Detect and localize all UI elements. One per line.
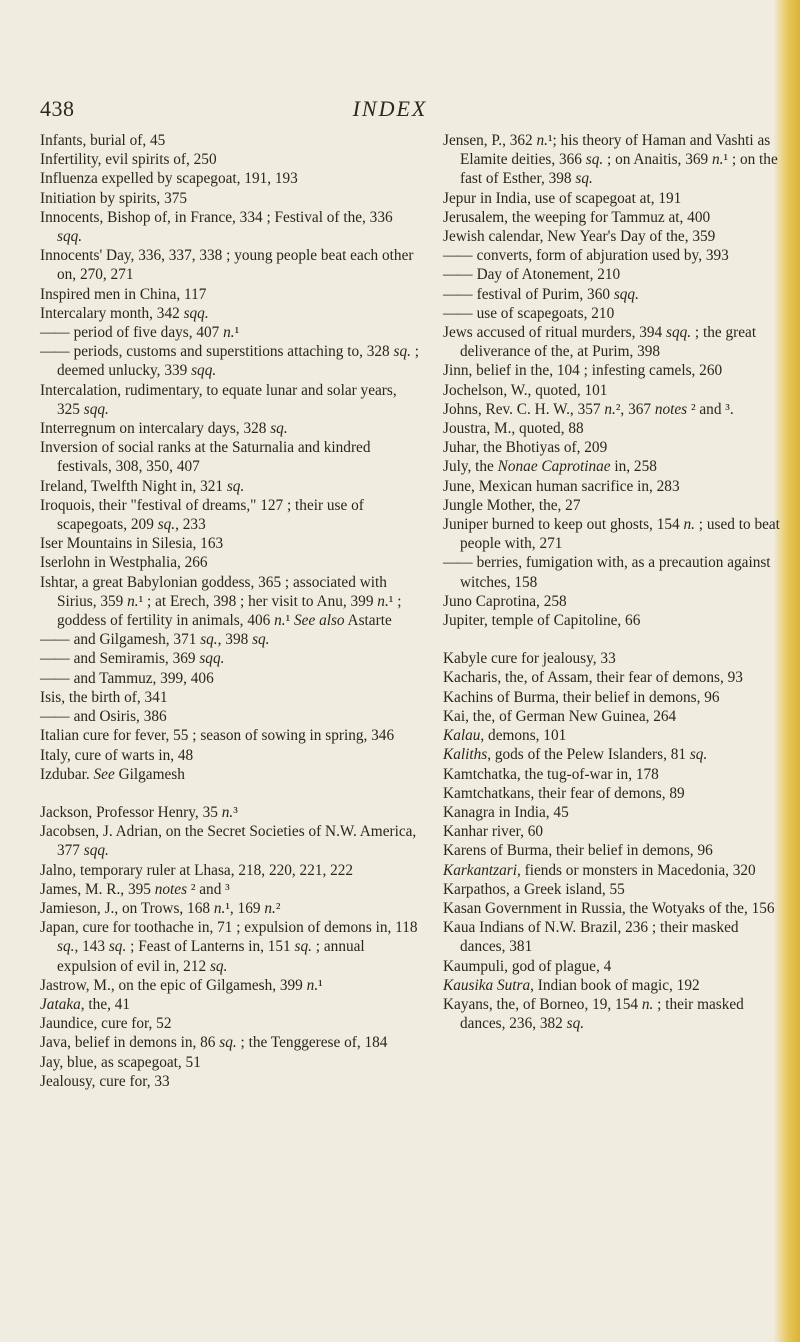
index-entry: Influenza expelled by scapegoat, 191, 193 bbox=[40, 170, 298, 188]
index-entry: Kachins of Burma, their belief in demons, 96 bbox=[443, 688, 720, 706]
index-entry: Kayans, the, of Borneo, 19, 154 n. ; their masked dances, 236, 382 sq. bbox=[443, 995, 744, 1033]
index-entry: Infants, burial of, 45 bbox=[40, 132, 166, 149]
index-entry: Juno Caprotina, 258 bbox=[443, 592, 567, 610]
index-subentry: —— and Osiris, 386 bbox=[40, 707, 420, 726]
index-entry: Kanhar river, 60 bbox=[443, 823, 544, 841]
index-entry: Inspired men in China, 117 bbox=[40, 285, 207, 303]
index-entry: Jinn, belief in the, 104 ; infesting camels, 260 bbox=[443, 362, 723, 380]
index-entry: Jerusalem, the weeping for Tammuz at, 400 bbox=[443, 208, 711, 226]
index-entry: Kausika Sutra, Indian book of magic, 192 bbox=[443, 976, 700, 994]
index-entry: Johns, Rev. C. H. W., 357 n.², 367 notes ² and ³. bbox=[443, 400, 734, 418]
index-entry: Iserlohn in Westphalia, 266 bbox=[40, 554, 208, 572]
letter-section-gap bbox=[443, 630, 783, 649]
index-entry: Kaumpuli, god of plague, 4 bbox=[443, 957, 612, 975]
index-entry: Jacobsen, J. Adrian, on the Secret Societies of N.W. America, 377 sqq. bbox=[40, 823, 417, 860]
index-entry: Interregnum on intercalary days, 328 sq. bbox=[40, 420, 288, 438]
index-entry: Inversion of social ranks at the Saturnalia and kindred festivals, 308, 350, 407 bbox=[40, 439, 371, 476]
index-subentry: —— period of five days, 407 n.¹ bbox=[40, 323, 420, 342]
index-entry: Karens of Burma, their belief in demons, 96 bbox=[443, 842, 713, 860]
index-entry: Izdubar. See Gilgamesh bbox=[40, 765, 185, 783]
index-entry: Kabyle cure for jealousy, 33 bbox=[443, 650, 616, 668]
index-entry: Kamtchatkans, their fear of demons, 89 bbox=[443, 784, 685, 802]
index-entry: Kacharis, the, of Assam, their fear of demons, 93 bbox=[443, 669, 743, 687]
index-entry: Jochelson, W., quoted, 101 bbox=[443, 381, 608, 399]
index-entry: Iroquois, their "festival of dreams," 127 ; their use of scapegoats, 209 sq., 233 bbox=[40, 496, 364, 534]
index-entry: Karpathos, a Greek island, 55 bbox=[443, 880, 625, 898]
index-column-right bbox=[443, 131, 783, 1033]
index-entry: Java, belief in demons in, 86 sq. ; the Tenggerese of, 184 bbox=[40, 1034, 388, 1052]
index-entry: Kanagra in India, 45 bbox=[443, 803, 569, 821]
index-entry: Juniper burned to keep out ghosts, 154 n. ; used to beat people with, 271 bbox=[443, 516, 780, 553]
index-subentry: —— Day of Atonement, 210 bbox=[443, 265, 783, 284]
index-entry: Jastrow, M., on the epic of Gilgamesh, 399 n.¹ bbox=[40, 976, 323, 994]
index-subentry: —— and Semiramis, 369 sqq. bbox=[40, 649, 420, 668]
index-entry: Initiation by spirits, 375 bbox=[40, 189, 188, 207]
index-subentry: —— periods, customs and superstitions attaching to, 328 sq. ; deemed unlucky, 339 sqq. bbox=[40, 342, 420, 380]
page-title: INDEX bbox=[352, 96, 428, 121]
index-entry: Jaundice, cure for, 52 bbox=[40, 1015, 172, 1033]
index-subentry: —— use of scapegoats, 210 bbox=[443, 304, 783, 323]
index-entry: Jamieson, J., on Trows, 168 n.¹, 169 n.² bbox=[40, 899, 281, 917]
index-entry: Jay, blue, as scapegoat, 51 bbox=[40, 1053, 201, 1071]
index-entry: June, Mexican human sacrifice in, 283 bbox=[443, 477, 680, 495]
index-entry: Intercalation, rudimentary, to equate lunar and solar years, 325 sqq. bbox=[40, 381, 397, 418]
index-entry: Iser Mountains in Silesia, 163 bbox=[40, 535, 224, 553]
index-entry: Kalau, demons, 101 bbox=[443, 727, 567, 745]
index-entry: Innocents, Bishop of, in France, 334 ; Festival of the, 336 sqq. bbox=[40, 208, 393, 246]
index-entry: Jews accused of ritual murders, 394 sqq. ; the great deliverance of the, at Purim, 398 bbox=[443, 324, 757, 361]
index-entry: Innocents' Day, 336, 337, 338 ; young people beat each other on, 270, 271 bbox=[40, 247, 414, 284]
letter-section-gap bbox=[40, 784, 420, 803]
index-entry: Intercalary month, 342 sqq. bbox=[40, 304, 209, 322]
index-subentry: —— berries, fumigation with, as a precaution against witches, 158 bbox=[443, 553, 783, 591]
index-entry: Jupiter, temple of Capitoline, 66 bbox=[443, 612, 641, 630]
index-subentry: —— and Gilgamesh, 371 sq., 398 sq. bbox=[40, 630, 420, 649]
index-entry: Jungle Mother, the, 27 bbox=[443, 496, 581, 514]
page-number: 438 bbox=[40, 96, 75, 121]
index-entry: Jewish calendar, New Year's Day of the, 359 bbox=[443, 228, 716, 246]
index-entry: Jataka, the, 41 bbox=[40, 995, 131, 1013]
index-entry: Japan, cure for toothache in, 71 ; expulsion of demons in, 118 sq., 143 sq. ; Feast of Lanterns in, 151 sq. ; annual expulsion of evil in, 212 sq. bbox=[40, 919, 418, 975]
index-entry: Jackson, Professor Henry, 35 n.³ bbox=[40, 803, 238, 821]
index-subentry: —— converts, form of abjuration used by, 393 bbox=[443, 246, 783, 265]
index-entry: Infertility, evil spirits of, 250 bbox=[40, 151, 217, 169]
index-entry: Karkantzari, fiends or monsters in Macedonia, 320 bbox=[443, 861, 756, 879]
index-entry: Kaua Indians of N.W. Brazil, 236 ; their masked dances, 381 bbox=[443, 919, 739, 956]
index-subentry: —— festival of Purim, 360 sqq. bbox=[443, 285, 783, 304]
index-entry: Jensen, P., 362 n.¹; his theory of Haman and Vashti as Elamite deities, 366 sq. ; on Anaitis, 369 n.¹ ; on the fast of Esther, 398 sq. bbox=[443, 132, 778, 188]
index-entry: July, the Nonae Caprotinae in, 258 bbox=[443, 458, 657, 476]
index-column-left bbox=[40, 131, 420, 1091]
index-entry: Kamtchatka, the tug-of-war in, 178 bbox=[443, 765, 659, 783]
index-entry: Juhar, the Bhotiyas of, 209 bbox=[443, 439, 608, 457]
index-entry: Italy, cure of warts in, 48 bbox=[40, 746, 194, 764]
index-entry: Jealousy, cure for, 33 bbox=[40, 1072, 170, 1090]
index-entry: Kasan Government in Russia, the Wotyaks of the, 156 bbox=[443, 899, 775, 917]
index-entry: Jepur in India, use of scapegoat at, 191 bbox=[443, 189, 682, 207]
index-subentry: —— and Tammuz, 399, 406 bbox=[40, 669, 420, 688]
index-entry: Jalno, temporary ruler at Lhasa, 218, 220, 221, 222 bbox=[40, 861, 354, 879]
index-entry: Joustra, M., quoted, 88 bbox=[443, 420, 584, 438]
index-entry: Ireland, Twelfth Night in, 321 sq. bbox=[40, 477, 245, 495]
index-entry: Kai, the, of German New Guinea, 264 bbox=[443, 707, 677, 725]
page-header bbox=[0, 96, 780, 128]
index-entry: Italian cure for fever, 55 ; season of sowing in spring, 346 bbox=[40, 727, 395, 745]
index-entry: Isis, the birth of, 341 bbox=[40, 688, 168, 706]
index-entry: Kaliths, gods of the Pelew Islanders, 81 sq. bbox=[443, 746, 708, 764]
index-entry: James, M. R., 395 notes ² and ³ bbox=[40, 880, 230, 898]
index-entry: Ishtar, a great Babylonian goddess, 365 ; associated with Sirius, 359 n.¹ ; at Erech, 398 ; her visit to Anu, 399 n.¹ ; goddess of fertility in animals, 406 n.¹ See also Astarte bbox=[40, 573, 402, 630]
